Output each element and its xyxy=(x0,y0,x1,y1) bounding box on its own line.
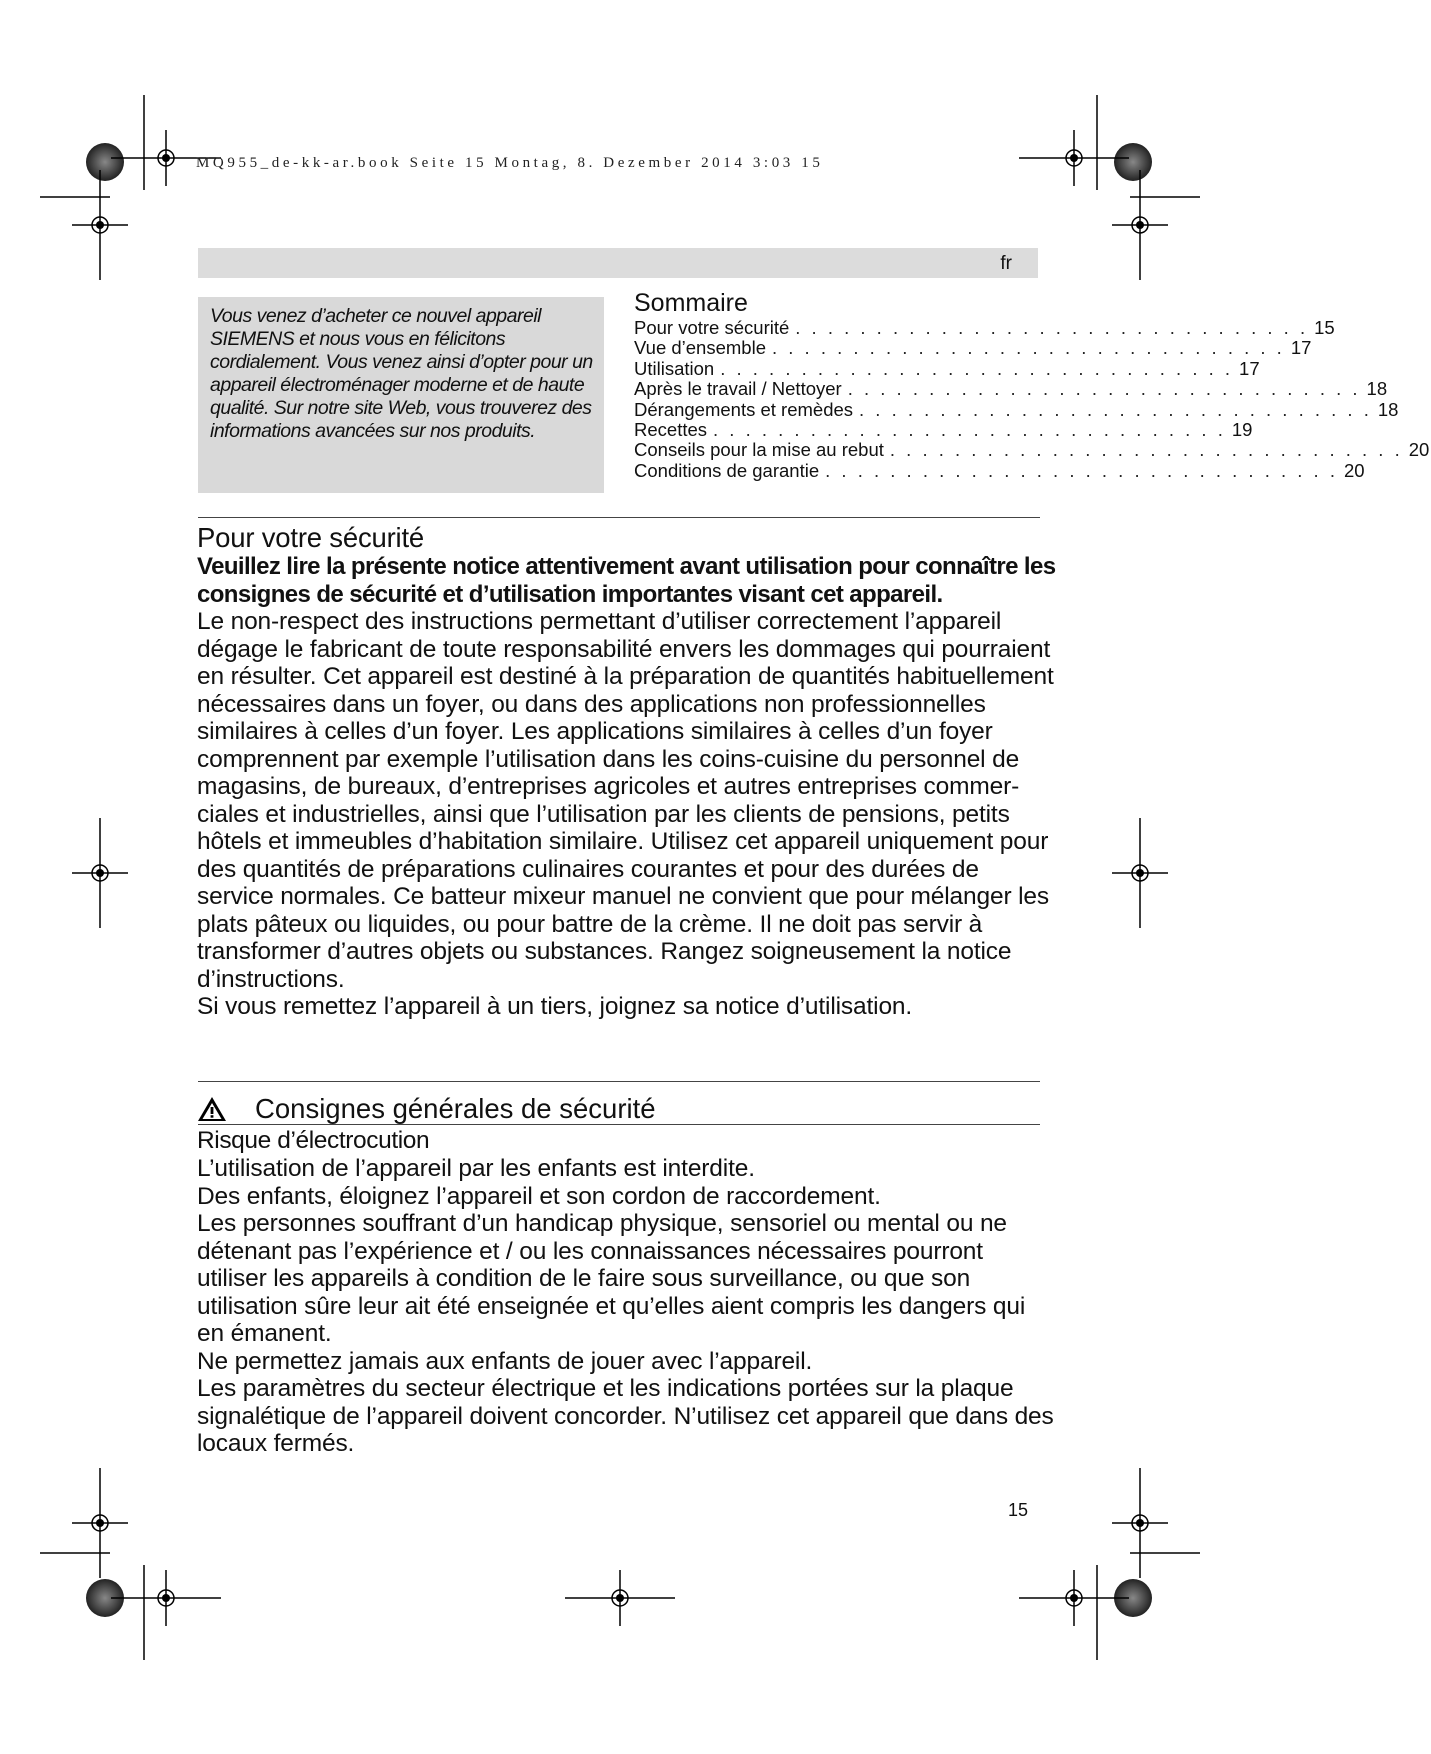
safety-line: Ne permettez jamais aux enfants de jouer avec l’appareil. xyxy=(197,1347,813,1375)
registration-disk-icon xyxy=(86,143,124,181)
toc-title: Sommaire xyxy=(634,289,748,317)
toc-dots: . . . . . . . . . . . . . . . . . . . . . . . . . . . . . . . . xyxy=(847,378,1361,400)
toc-dots: . . . . . . . . . . . . . . . . . . . . . . . . . . . . . . . . xyxy=(771,337,1285,359)
toc-item[interactable] xyxy=(634,357,1260,379)
toc-item-page: 15 xyxy=(1314,317,1335,338)
table-of-contents xyxy=(634,288,1430,481)
security-body: Le non-respect des instructions permettant d’utiliser correctement l’appareil dégage le fabricant de toute responsabilité envers les dommages qui pourraient en résulter. Cet appareil est destiné à la préparation de quantités habituellement nécessaires dans un foyer, ou dans des applications non professionnelles similaires à celles d’un foyer. Les applications similaires à celles d’un foyer comprennent par exemple l’utilisation dans les coins-cuisine du personnel de magasins, de bureaux, d’entreprises agricoles et autres entreprises commer-ciales et industrielles, ainsi que l’utilisation par les clients de pensions, petits hôtels et immeubles d’habitation similaire. Utilisez cet appareil uniquement pour des quantités de préparations culinaires courantes et pour des durées de service normales. Ce batteur mixeur manuel ne convient que pour mélanger les plats pâteux ou liquides, ou pour battre de la crème. Il ne doit pas servir à transformer d’autres objets ou substances. Rangez soigneusement la notice d’instructions. xyxy=(197,608,1054,993)
toc-item[interactable] xyxy=(634,337,1312,359)
security-section xyxy=(197,522,1057,1021)
toc-dots: . . . . . . . . . . . . . . . . . . . . . . . . . . . . . . . . xyxy=(825,459,1338,481)
toc-item[interactable] xyxy=(634,459,1365,481)
toc-item-label: Conditions de garantie xyxy=(634,459,820,481)
safety-line: Les paramètres du secteur électrique et les indications portées sur la plaque signalétique de l’appareil doivent concorder. N’utilisez cet appareil que dans des locaux fermés. xyxy=(197,1375,1054,1457)
general-safety-header xyxy=(197,1093,656,1124)
security-title: Pour votre sécurité xyxy=(197,522,424,553)
registration-disk-icon xyxy=(1114,143,1152,181)
general-safety-title: Consignes générales de sécurité xyxy=(255,1093,656,1124)
electrocution-title: Risque d’électrocution xyxy=(197,1127,430,1154)
print-header: MQ955_de-kk-ar.book Seite 15 Montag, 8. Dezember 2014 3:03 15 xyxy=(196,155,824,171)
section-divider xyxy=(198,517,1040,518)
toc-item-page: 20 xyxy=(1408,439,1430,461)
toc-item-label: Pour votre sécurité xyxy=(634,317,790,338)
warning-triangle-icon xyxy=(197,1096,227,1122)
toc-item-label: Après le travail / Nettoyer xyxy=(634,378,842,400)
toc-dots: . . . . . . . . . . . . . . . . . . . . . . . . . . . . . . . . xyxy=(859,398,1372,420)
security-intro: Veuillez lire la présente notice attentivement avant utilisation pour connaître les consignes de sécurité et d’utilisation importantes visant cet appareil. xyxy=(197,553,1056,608)
toc-dots: . . . . . . . . . . . . . . . . . . . . . . . . . . . . . . . . xyxy=(720,357,1234,379)
intro-box xyxy=(198,297,604,493)
toc-item-page: 18 xyxy=(1377,398,1399,420)
toc-item-label: Recettes xyxy=(634,419,708,441)
toc-item[interactable] xyxy=(634,398,1399,420)
toc-dots: . . . . . . . . . . . . . . . . . . . . . . . . . . . . . . . . xyxy=(889,439,1403,461)
toc-item-label: Utilisation xyxy=(634,357,715,379)
toc-item[interactable] xyxy=(634,378,1388,400)
language-bar xyxy=(198,248,1038,278)
page-number: 15 xyxy=(1008,1500,1029,1520)
safety-line: L’utilisation de l’appareil par les enfants est interdite. xyxy=(197,1155,755,1182)
toc-item-page: 20 xyxy=(1343,459,1365,481)
toc-item-page: 19 xyxy=(1231,419,1253,441)
toc-item-page: 17 xyxy=(1239,357,1260,379)
toc-item-label: Dérangements et remèdes xyxy=(634,398,854,420)
toc-dots: . . . . . . . . . . . . . . . . . . . . . . . . . . . . . . . . xyxy=(795,317,1309,338)
toc-dots: . . . . . . . . . . . . . . . . . . . . . . . . . . . . . . . . xyxy=(713,419,1226,441)
toc-item-label: Conseils pour la mise au rebut xyxy=(634,439,884,461)
toc-item-label: Vue d’ensemble xyxy=(634,337,766,359)
security-body-last: Si vous remettez l’appareil à un tiers, joignez sa notice d’utilisation. xyxy=(197,993,913,1020)
toc-item[interactable] xyxy=(634,439,1430,461)
toc-item[interactable] xyxy=(634,317,1335,338)
language-tab: fr xyxy=(1000,253,1012,274)
general-safety-section xyxy=(197,1127,1057,1458)
toc-item-page: 17 xyxy=(1290,337,1312,359)
toc-item[interactable] xyxy=(634,419,1253,441)
safety-line: Les personnes souffrant d’un handicap physique, sensoriel ou mental ou ne détenant pas l’expérience et / ou les connaissances nécessaires pourront utiliser les appareils à condition de le faire sous surveillance, ou que son utilisation sûre leur ait été enseignée et qu’elles aient compris les dangers qui en émanent. xyxy=(197,1210,1026,1347)
toc-item-page: 18 xyxy=(1366,378,1388,400)
intro-text: Vous venez d’acheter ce nouvel appareil SIEMENS et nous vous en félicitons cordialement. Vous venez ainsi d’opter pour un appareil électroménager moderne et de haute qualité. Sur notre site Web, vous trouverez des informations avancées sur nos produits. xyxy=(210,305,593,442)
safety-line: Des enfants, éloignez l’appareil et son cordon de raccordement. xyxy=(197,1182,881,1210)
section-divider xyxy=(198,1081,1040,1082)
section-divider xyxy=(198,1124,1040,1125)
